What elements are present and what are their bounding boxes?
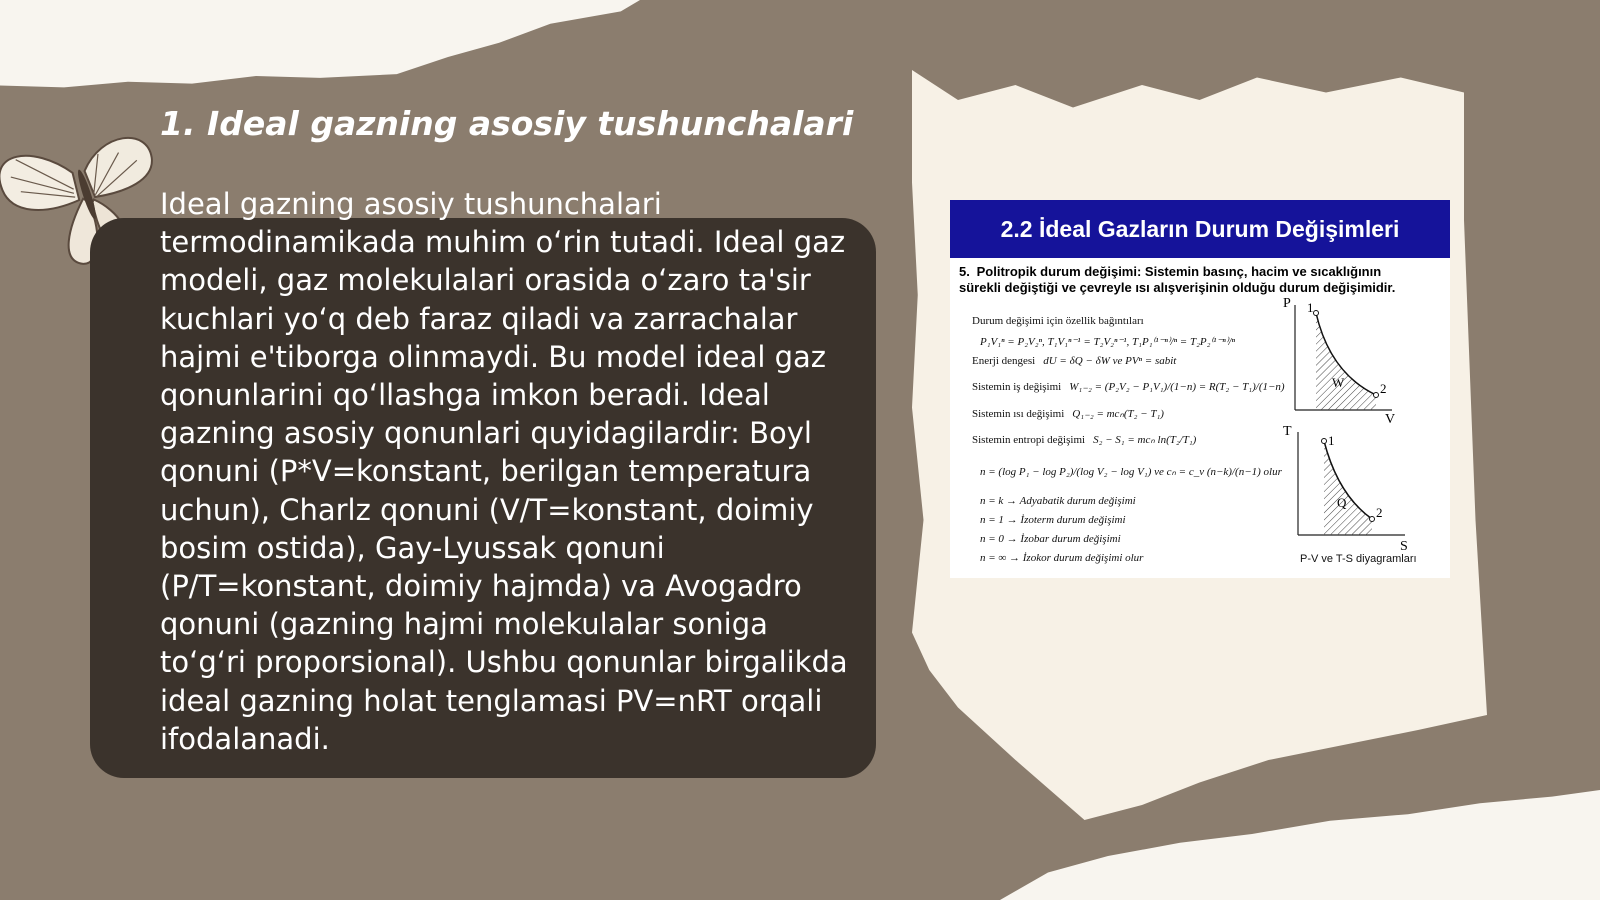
ts-x-axis-label: S xyxy=(1400,539,1408,554)
equation-line: Sistemin entropi değişimi S₂ − S₁ = mcₙ ln(T₂/T₁) xyxy=(972,434,1197,446)
equation-line: n = (log P₁ − log P₂)/(log V₂ − log V₁) ve cₙ = c_v (n−k)/(n−1) olur xyxy=(980,466,1282,478)
equation-line: n = 0 → İzobar durum değişimi xyxy=(980,533,1121,545)
pv-diagram xyxy=(1283,296,1395,427)
pv-x-axis-label: V xyxy=(1385,412,1396,427)
thermodynamics-figure xyxy=(950,200,1450,578)
pv-start-label: 1 xyxy=(1307,300,1314,315)
figure-item xyxy=(959,264,1419,296)
torn-paper-top xyxy=(0,0,640,95)
equation-line: Durum değişimi için özellik bağıntıları xyxy=(972,315,1144,327)
ts-diagram xyxy=(1283,424,1408,554)
body-paragraph: Ideal gazning asosiy tushunchalari termodinamikada muhim o‘rin tutadi. Ideal gaz modeli, gaz molekulalari orasida o‘zaro ta'sir kuchlari yo‘q deb faraz qiladi va zarrachalar hajmi e'tiborga olinmaydi. Bu model ideal gaz qonunlarini qo‘llashga imkon beradi. Ideal gazning asosiy qonunlari quyidagilardir: Boyl qonuni (P*V=konstant, berilgan temperatura uchun), Charlz qonuni (V/T=konstant, doimiy bosim ostida), Gay-Lyussak qonuni (P/T=konstant, doimiy hajmda) va Avogadro qonuni (gazning hajmi molekulalar soniga to‘g‘ri proporsional). Ushbu qonunlar birgalikda ideal gazning holat tenglamasi PV=nRT orqali ifodalanadi. xyxy=(160,187,848,756)
equation-line: Sistemin ısı değişimi Q₁₋₂ = mcₙ(T₂ − T₁) xyxy=(972,408,1164,420)
equation-line: n = 1 → İzoterm durum değişimi xyxy=(980,514,1126,526)
ts-y-axis-label: T xyxy=(1283,424,1292,439)
equation-line: n = k → Adyabatik durum değişimi xyxy=(980,495,1136,507)
pv-y-axis-label: P xyxy=(1283,296,1291,311)
ts-area-label: Q xyxy=(1337,495,1347,510)
pv-end-label: 2 xyxy=(1380,381,1387,396)
equation-line: Enerji dengesi dU = δQ − δW ve PVⁿ = sabit xyxy=(972,355,1177,367)
equation-line: Sistemin iş değişimi W₁₋₂ = (P₂V₂ − P₁V₁)/(1−n) = R(T₂ − T₁)/(1−n) xyxy=(972,381,1285,393)
equation-line: n = ∞ → İzokor durum değişimi olur xyxy=(980,552,1144,564)
figure-item-text: Politropik durum değişimi: Sistemin basınç, hacim ve sıcaklığının sürekli değiştiği ve çevreyle ısı alışverişinin olduğu durum değişimidir. xyxy=(959,264,1396,295)
figure-header: 2.2 İdeal Gazların Durum Değişimleri xyxy=(950,200,1450,258)
pv-area-label: W xyxy=(1332,375,1345,390)
equation-line: P₁V₁ⁿ = P₂V₂ⁿ, T₁V₁ⁿ⁻¹ = T₂V₂ⁿ⁻¹, T₁P₁⁽¹⁻ⁿ⁾/ⁿ = T₂P₂⁽¹⁻ⁿ⁾/ⁿ xyxy=(980,336,1235,348)
figure-item-number: 5. xyxy=(959,264,970,279)
slide-title: 1. Ideal gazning asosiy tushunchalari xyxy=(160,104,854,143)
ts-start-label: 1 xyxy=(1328,433,1335,448)
diagram-caption: P-V ve T-S diyagramları xyxy=(1300,553,1417,565)
ts-end-label: 2 xyxy=(1376,505,1383,520)
pv-ts-diagrams xyxy=(1280,295,1450,575)
